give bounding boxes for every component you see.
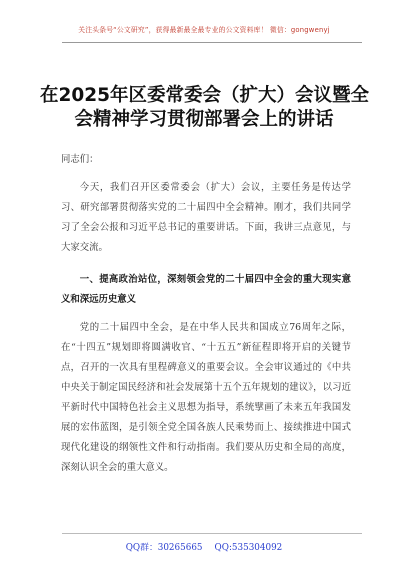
title-line-1: 在2025年区委常委会（扩大）会议暨全 — [40, 85, 369, 106]
paragraph-intro: 今天，我们召开区委常委会（扩大）会议，主要任务是传达学习、研究部署贯彻落实党的二十届四中全会精神。刚才，我们共同学习了全会公报和习近平总书记的重要讲话。下面，我讲三点意见，与大家交流。 — [61, 182, 351, 253]
footer-contact — [0, 540, 408, 553]
document-title — [40, 84, 368, 132]
footer-qq-group: QQ群：30265665 — [125, 543, 203, 553]
paragraph-section-1: 党的二十届四中全会，是在中华人民共和国成立76周年之际，在“十四五”规划即将圆满收官、“十五五”新征程即将开启的关键节点，召开的一次具有里程碑意义的重要会议。全会审议通过的《中共中央关于制定国民经济和社会发展第十五个五年规划的建议》，以习近平新时代中国特色社会主义思想为指导，系统擘画了未来五年我国发展的宏伟蓝图，是引领全党全国各族人民乘势而上、接续推进中国式现代化建设的纲领性文件和行动指南。我们要从历史和全局的高度，深刻认识全会的重大意义。 — [61, 322, 351, 473]
title-line-2: 会精神学习贯彻部署会上的讲话 — [74, 109, 334, 130]
footer-divider — [62, 533, 362, 534]
header-banner: 关注头条号“公文研究”，获得最新最全最专业的公文资料库！ 微信：gongwenyj — [78, 26, 330, 34]
section-heading-1: 一、提高政治站位，深刻领会党的二十届四中全会的重大现实意义和深远历史意义 — [61, 274, 351, 305]
header-divider — [62, 42, 362, 43]
footer-qq-number: QQ:535304092 — [214, 543, 283, 553]
salutation: 同志们： — [61, 154, 99, 165]
